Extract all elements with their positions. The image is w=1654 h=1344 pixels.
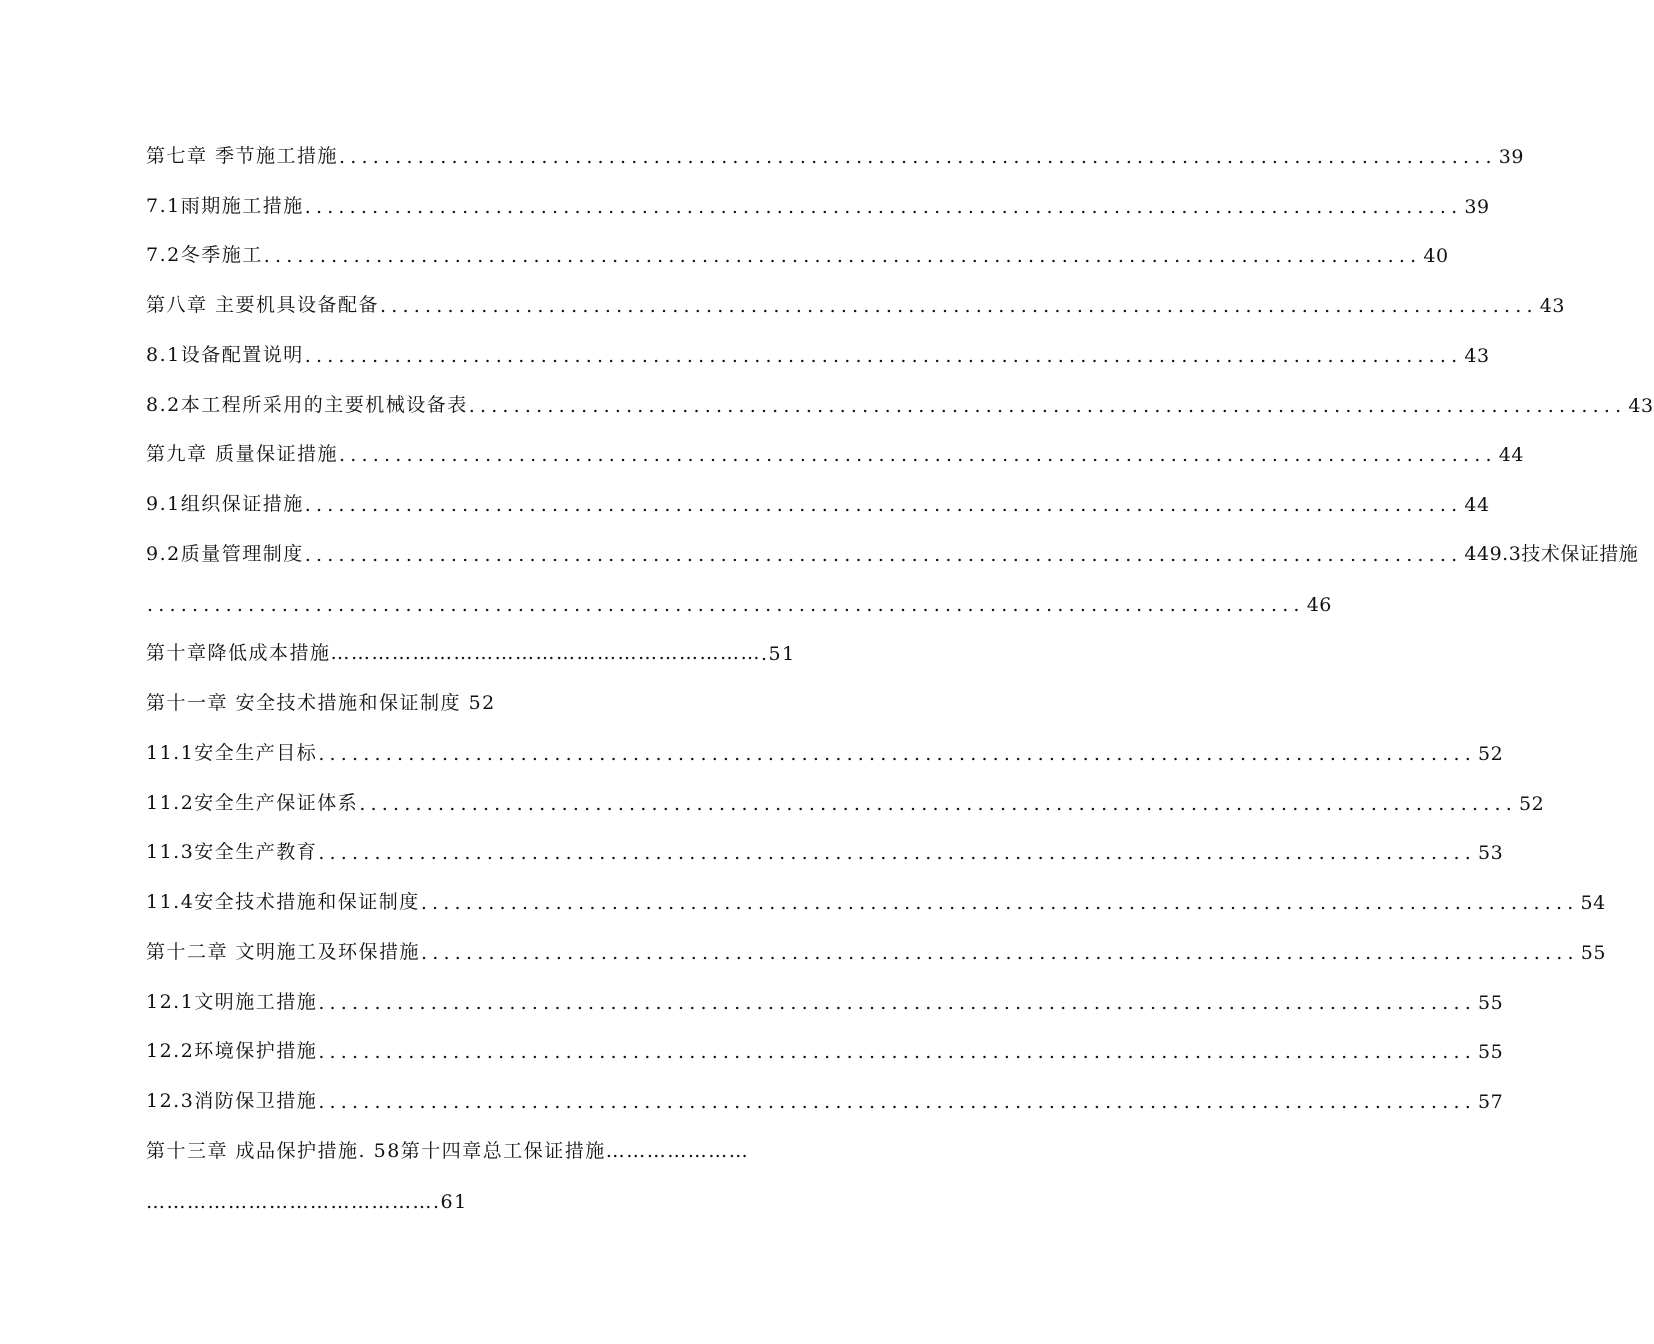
toc-dot-leader: ....................................................................................................... xyxy=(359,793,1517,815)
toc-entry-page: 43 xyxy=(1464,345,1490,367)
toc-dot-leader: ....................................................................................................... xyxy=(304,494,1463,516)
toc-dot-leader: ....................................................................................................... xyxy=(318,1041,1476,1063)
toc-dot-leader: ....................................................................................................... xyxy=(468,395,1627,417)
toc-entry[interactable] xyxy=(146,980,1504,1014)
toc-entry[interactable] xyxy=(146,482,1490,516)
toc-entry-title: 9.2质量管理制度 xyxy=(146,539,304,566)
toc-entry-page: 55 xyxy=(1580,942,1606,964)
toc-entry-page: 55 xyxy=(1478,992,1504,1014)
toc-entry[interactable] xyxy=(146,1029,1504,1063)
toc-entry[interactable] xyxy=(146,1079,1504,1113)
toc-entry-title: 11.1安全生产目标 xyxy=(146,738,317,765)
toc-entry-title: 8.2本工程所采用的主要机械设备表 xyxy=(146,390,468,417)
toc-entry-title: 7.2冬季施工 xyxy=(146,240,263,267)
toc-entry[interactable] xyxy=(146,233,1449,267)
toc-entry-page: 52 xyxy=(1519,793,1545,815)
toc-entry-title: 7.1雨期施工措施 xyxy=(146,191,304,218)
toc-entry-title: 9.1组织保证措施 xyxy=(146,489,304,516)
toc-dot-leader: ....................................................................................................... xyxy=(318,743,1476,765)
toc-entry-title: 第十二章 文明施工及环保措施 xyxy=(146,937,420,964)
toc-dot-leader: ....................................................................................................... xyxy=(147,594,1305,616)
toc-dot-leader: ....................................................................................................... xyxy=(318,992,1476,1014)
toc-entry-title: 12.1文明施工措施 xyxy=(146,987,317,1014)
toc-entry-title: 11.2安全生产保证体系 xyxy=(146,788,358,815)
toc-dot-leader: ....................................................................................................... xyxy=(420,892,1579,914)
toc-entry-page: 44 xyxy=(1498,444,1524,466)
toc-entry-page: 46 xyxy=(1306,594,1332,616)
toc-entry-page: 40 xyxy=(1423,245,1449,267)
toc-entry-page: 449.3技术保证措施 xyxy=(1464,543,1639,565)
toc-entry[interactable] xyxy=(146,582,1332,616)
toc-entry[interactable] xyxy=(146,184,1490,218)
toc-entry-page: 44 xyxy=(1464,494,1490,516)
toc-entry-title: 第九章 质量保证措施 xyxy=(146,439,338,466)
toc-entry[interactable] xyxy=(146,681,804,715)
toc-entry[interactable] xyxy=(146,134,1524,168)
toc-dot-leader: ....................................................................................................... xyxy=(339,146,1497,168)
toc-entry-page: 54 xyxy=(1580,892,1606,914)
toc-entry-title: 第十章降低成本措施……………………………………………………… xyxy=(146,642,762,664)
toc-entry[interactable] xyxy=(146,532,1639,566)
toc-entry[interactable] xyxy=(146,383,1654,417)
toc-entry[interactable] xyxy=(146,333,1490,367)
toc-entry[interactable] xyxy=(146,731,1504,765)
toc-entry[interactable] xyxy=(146,1179,804,1213)
toc-entry[interactable] xyxy=(146,1129,804,1163)
toc-entry[interactable] xyxy=(146,930,1606,964)
toc-dot-leader: ....................................................................................................... xyxy=(318,842,1476,864)
toc-dot-leader: ....................................................................................................... xyxy=(318,1091,1476,1113)
toc-entry[interactable] xyxy=(146,830,1504,864)
toc-entry-page: 39 xyxy=(1498,146,1524,168)
toc-entry-page: 55 xyxy=(1478,1041,1504,1063)
toc-dot-leader: ....................................................................................................... xyxy=(421,942,1579,964)
toc-dot-leader: ....................................................................................................... xyxy=(304,345,1463,367)
toc-entry[interactable] xyxy=(146,432,1524,466)
toc-entry-title: 11.3安全生产教育 xyxy=(146,837,317,864)
toc-entry-page: 43 xyxy=(1628,395,1654,417)
toc-dot-leader: ....................................................................................................... xyxy=(380,295,1538,317)
toc-dot-leader: ....................................................................................................... xyxy=(304,544,1463,566)
toc-dot-leader: ....................................................................................................... xyxy=(304,196,1463,218)
toc-entry-title: 第十一章 安全技术措施和保证制度 52 xyxy=(146,692,496,714)
toc-entry-page: 53 xyxy=(1478,842,1504,864)
toc-entry[interactable] xyxy=(146,283,1565,317)
toc-entry-title: …………………………………….61 xyxy=(146,1191,468,1213)
toc-entry-title: 11.4安全技术措施和保证制度 xyxy=(146,887,420,914)
toc-entry-title: 第七章 季节施工措施 xyxy=(146,141,338,168)
toc-entry-page: 39 xyxy=(1464,196,1490,218)
toc-entry-page: .51 xyxy=(761,643,796,665)
toc-entry-page: 57 xyxy=(1478,1091,1504,1113)
toc-entry-page: 52 xyxy=(1478,743,1504,765)
toc-entry-title: 第十三章 成品保护措施. 58第十四章总工保证措施………………… xyxy=(146,1140,750,1162)
toc-entry-title: 12.2环境保护措施 xyxy=(146,1036,317,1063)
toc-entry[interactable] xyxy=(146,781,1545,815)
toc-entry-page: 43 xyxy=(1539,295,1565,317)
toc-entry[interactable] xyxy=(146,880,1606,914)
toc-entry-title: 8.1设备配置说明 xyxy=(146,340,304,367)
toc-entry-title: 第八章 主要机具设备配备 xyxy=(146,290,379,317)
toc-dot-leader: ....................................................................................................... xyxy=(263,245,1422,267)
toc-entry[interactable] xyxy=(146,631,804,665)
toc-dot-leader: ....................................................................................................... xyxy=(339,444,1497,466)
toc-entry-title: 12.3消防保卫措施 xyxy=(146,1086,317,1113)
